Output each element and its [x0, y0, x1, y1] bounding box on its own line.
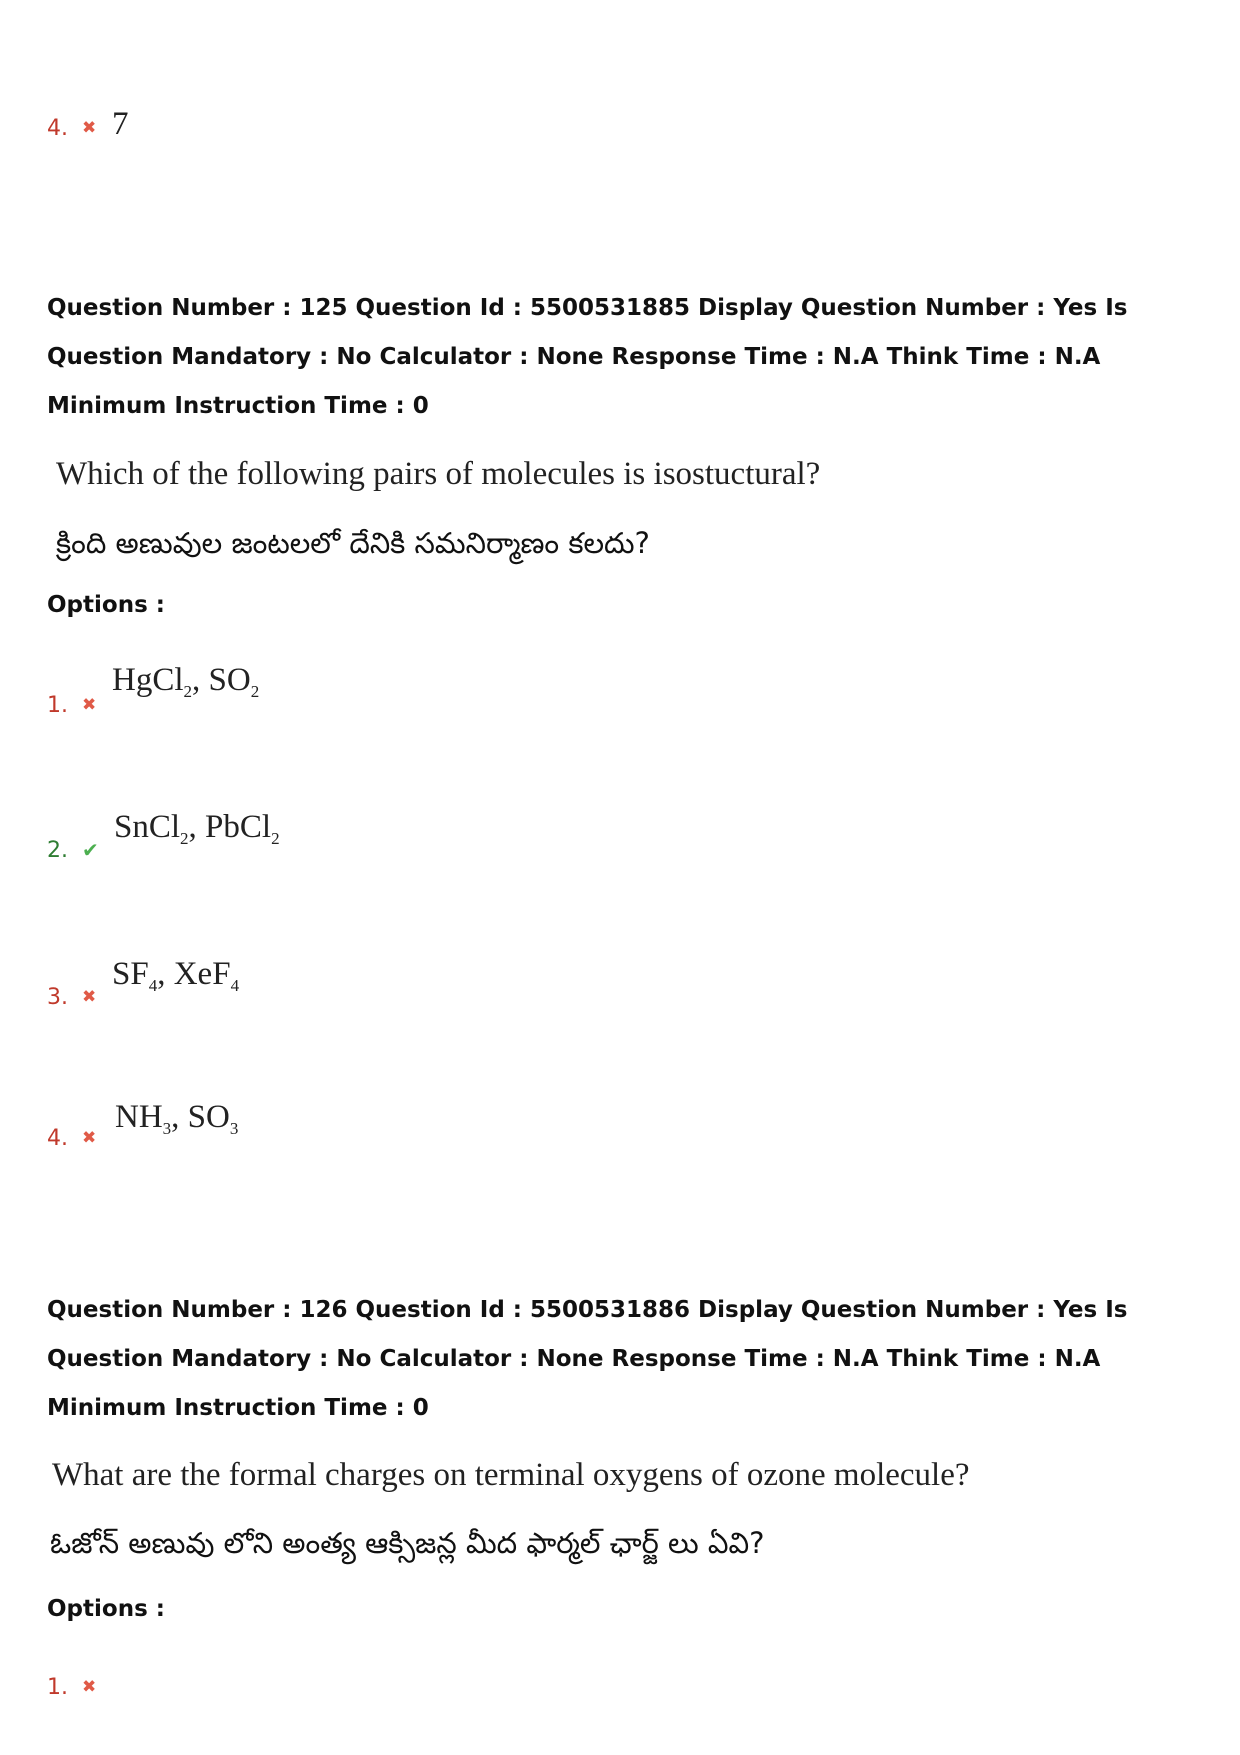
question-meta: Question Number : 125 Question Id : 5500531885 Display Question Number : Yes Is Question Mandatory : No Calculator : None Response Time : N.A Think Time : N.A Minimum Instruction Time : 0 [47, 295, 1128, 419]
question-text-english: Which of the following pairs of molecules is isostuctural? [56, 456, 821, 492]
option-answer: $SF_4$, XeF$_4$ [112, 956, 240, 995]
question-meta: Question Number : 126 Question Id : 5500531886 Display Question Number : Yes Is Question Mandatory : No Calculator : None Response Time : N.A Think Time : N.A Minimum Instruction Time : 0 [47, 1297, 1128, 1421]
cross-icon: ✖ [82, 987, 97, 1007]
option-row [47, 1675, 96, 1701]
cross-icon: ✖ [82, 695, 97, 715]
option-answer: $NH_3$, $SO_3$ [115, 1099, 239, 1138]
question-text-telugu: క్రింది అణువుల జంటలలో దేనికి సమనిర్మాణం కలదు? [56, 526, 650, 560]
option-answer: HgCl$_2$, $SO_2$ [112, 662, 260, 701]
options-label: Options : [47, 592, 165, 618]
cross-icon: ✖ [82, 1128, 97, 1148]
option-row [47, 838, 99, 864]
option-number: 1. [47, 693, 68, 718]
option-row [47, 985, 96, 1011]
cross-icon: ✖ [82, 1677, 97, 1697]
check-icon: ✔ [82, 838, 99, 862]
question-text-english: What are the formal charges on terminal oxygens of ozone molecule? [52, 1457, 970, 1493]
cross-icon: ✖ [82, 118, 97, 138]
option-number: 4. [47, 1126, 68, 1151]
option-number: 2. [47, 838, 68, 863]
option-row [47, 1126, 96, 1152]
option-number: 1. [47, 1675, 68, 1700]
option-row [47, 116, 96, 142]
option-number: 3. [47, 985, 68, 1010]
options-label: Options : [47, 1596, 165, 1622]
question-text-telugu: ఓజోన్ అణువు లోని అంత్య ఆక్సిజన్ల మీద ఫార్మల్ ఛార్జ్ లు ఏవి? [50, 1526, 765, 1560]
option-answer: 7 [112, 106, 129, 142]
option-answer: SnCl$_2$, PbCl$_2$ [114, 809, 280, 848]
option-row [47, 693, 96, 719]
option-number: 4. [47, 116, 68, 141]
